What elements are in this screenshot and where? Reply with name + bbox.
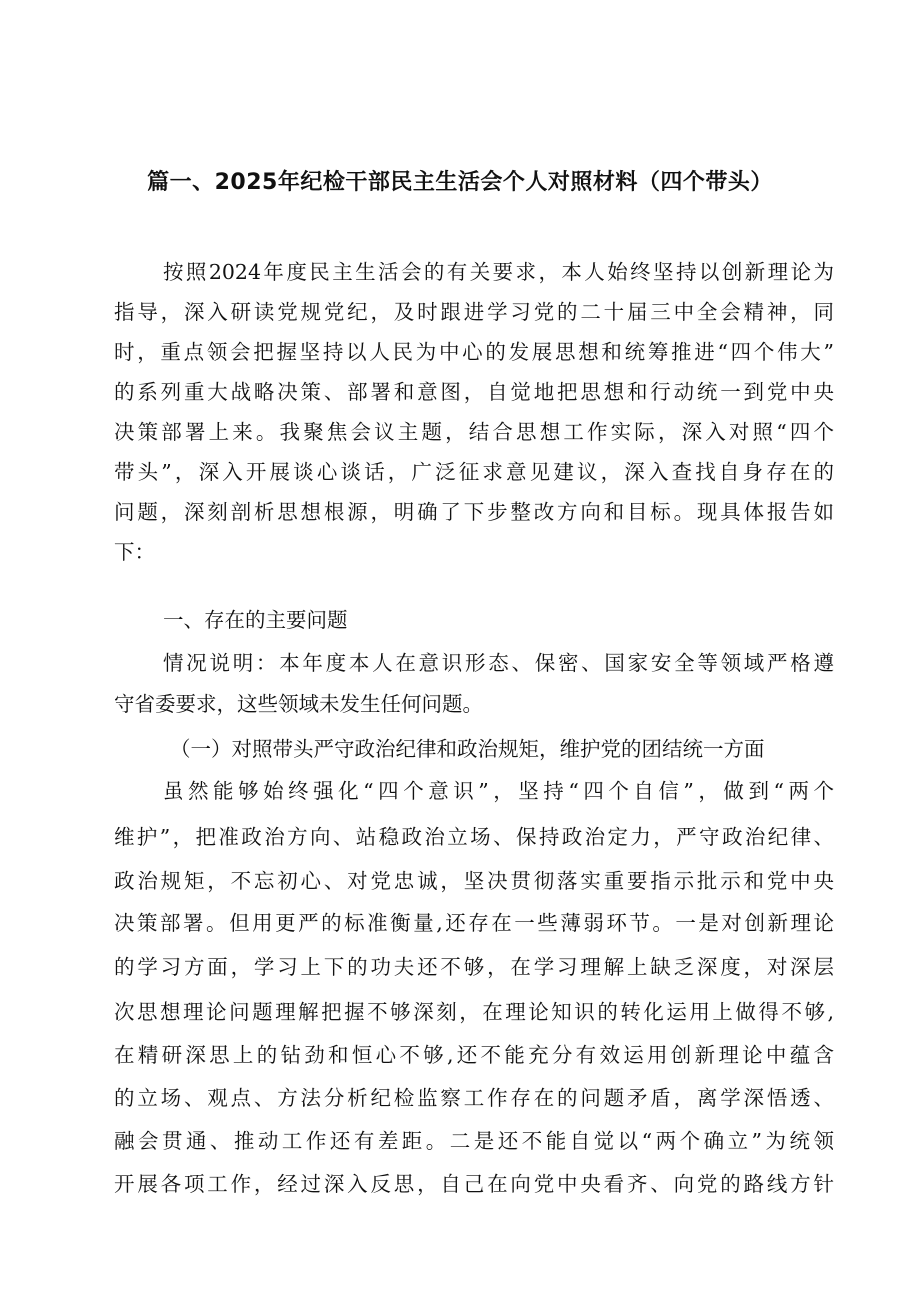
paragraph-line: 下： bbox=[114, 540, 155, 564]
paragraph-line: 的立场、观点、方法分析纪检监察工作存在的问题矛盾，离学深悟透、 bbox=[114, 1086, 834, 1110]
paragraph-line: 守省委要求，这些领域未发生任何问题。 bbox=[114, 692, 483, 716]
paragraph-line: 在精研深思上的钻劲和恒心不够,还不能充分有效运用创新理论中蕴含 bbox=[114, 1043, 834, 1067]
paragraph-line: 维护”，把准政治方向、站稳政治立场、保持政治定力，严守政治纪律、 bbox=[114, 825, 834, 849]
paragraph-line: 的系列重大战略决策、部署和意图，自觉地把思想和行动统一到党中央 bbox=[114, 380, 834, 404]
paragraph-line: 时，重点领会把握坚持以人民为中心的发展思想和统筹推进“四个伟大” bbox=[114, 340, 834, 364]
paragraph-line: 问题，深刻剖析思想根源，明确了下步整改方向和目标。现具体报告如 bbox=[114, 500, 834, 524]
paragraph-line: 指导，深入研读党规党纪，及时跟进学习党的二十届三中全会精神，同 bbox=[114, 300, 834, 324]
paragraph-line: 决策部署上来。我聚焦会议主题，结合思想工作实际，深入对照“四个 bbox=[114, 420, 834, 444]
subsection-heading: （一）对照带头严守政治纪律和政治规矩，维护党的团结统一方面 bbox=[170, 737, 765, 761]
paragraph-line: 情况说明：本年度本人在意识形态、保密、国家安全等领域严格遵 bbox=[163, 651, 834, 675]
section-heading: 一、存在的主要问题 bbox=[163, 608, 348, 632]
paragraph-line: 次思想理论问题理解把握不够深刻，在理论知识的转化运用上做得不够, bbox=[114, 1000, 834, 1024]
paragraph-line: 带头”，深入开展谈心谈话，广泛征求意见建议，深入查找自身存在的 bbox=[114, 460, 834, 484]
paragraph-line: 按照2024年度民主生活会的有关要求，本人始终坚持以创新理论为 bbox=[163, 260, 834, 284]
paragraph-line: 的学习方面，学习上下的功夫还不够，在学习理解上缺乏深度，对深层 bbox=[114, 955, 834, 979]
paragraph-line: 政治规矩，不忘初心、对党忠诚，坚决贯彻落实重要指示批示和党中央 bbox=[114, 869, 834, 893]
paragraph-line: 开展各项工作，经过深入反思，自己在向党中央看齐、向党的路线方针 bbox=[114, 1172, 834, 1196]
document-title: 篇一、2025年纪检干部民主生活会个人对照材料（四个带头） bbox=[147, 170, 773, 195]
paragraph-line: 虽然能够始终强化“四个意识”，坚持“四个自信”，做到“两个 bbox=[163, 779, 834, 803]
paragraph-line: 融会贯通、推动工作还有差距。二是还不能自觉以“两个确立”为统领 bbox=[114, 1129, 834, 1153]
paragraph-line: 决策部署。但用更严的标准衡量,还存在一些薄弱环节。一是对创新理论 bbox=[114, 911, 834, 935]
